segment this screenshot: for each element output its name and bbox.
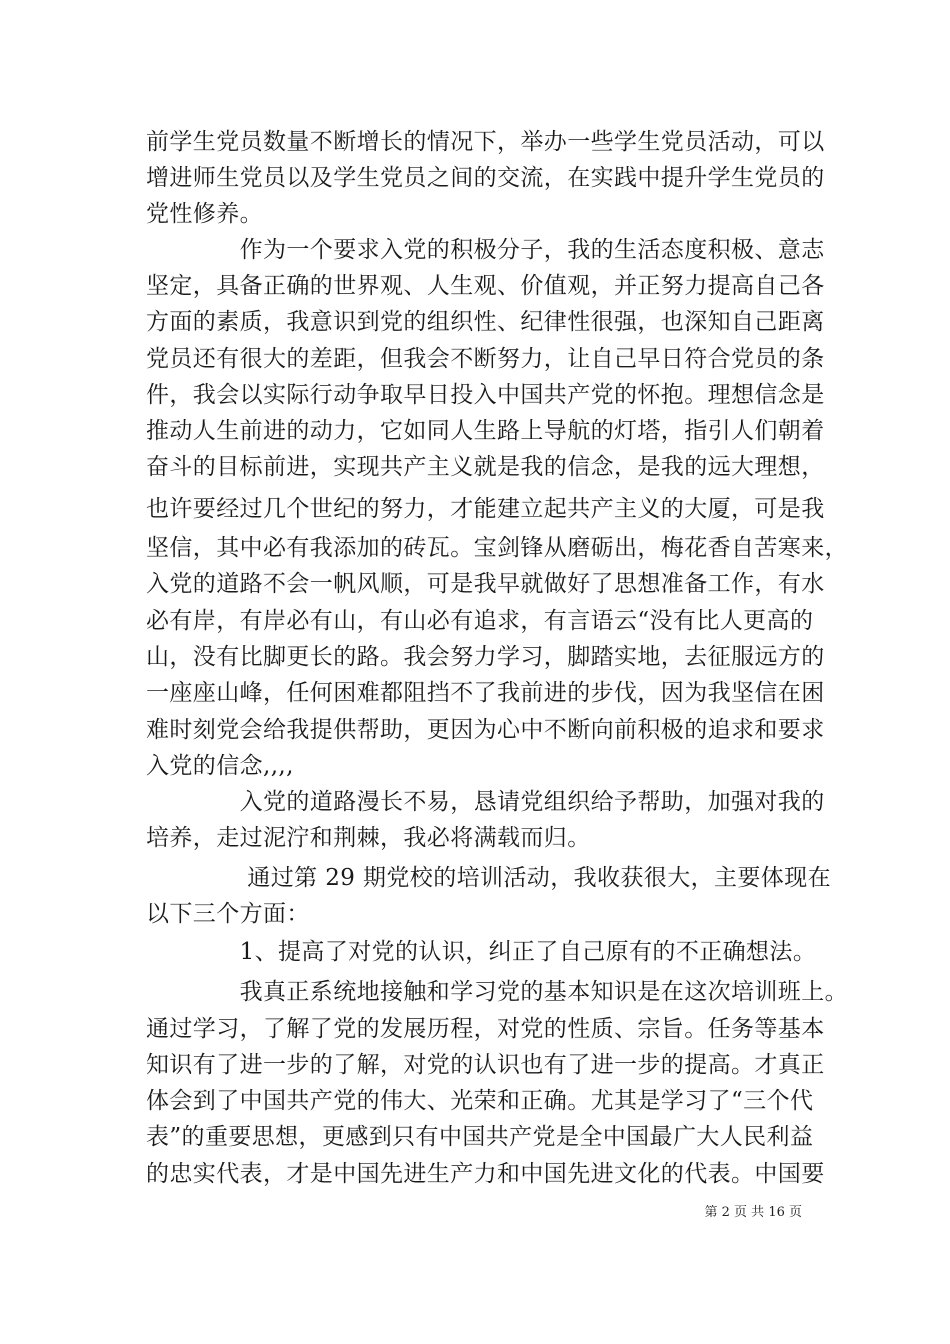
text-line: 入党的道路不会一帆风顺，可是我早就做好了思想准备工作，有水 xyxy=(146,571,825,597)
text-line: 一座座山峰，任何困难都阻挡不了我前进的步伐，因为我坚信在困 xyxy=(146,680,825,706)
text-line: 入党的道路漫长不易，恳请党组织给予帮助，加强对我的 xyxy=(146,789,825,815)
text-line: 培养，走过泥泞和荆棘，我必将满载而归。 xyxy=(146,825,591,851)
text-line: 推动人生前进的动力，它如同人生路上导航的灯塔，指引人们朝着 xyxy=(146,418,825,444)
text-line: 表”的重要思想，更感到只有中国共产党是全中国最广大人民利益 xyxy=(146,1124,814,1150)
text-line: 方面的素质，我意识到党的组织性、纪律性很强，也深知自己距离 xyxy=(146,309,825,335)
text-line: 增进师生党员以及学生党员之间的交流，在实践中提升学生党员的 xyxy=(146,165,825,191)
text-line: 奋斗的目标前进，实现共产主义就是我的信念，是我的远大理想， xyxy=(146,454,825,480)
page-number-footer: 第 2 页 共 16 页 xyxy=(704,1205,802,1220)
text-line: 前学生党员数量不断增长的情况下，举办一些学生党员活动，可以 xyxy=(146,129,825,155)
text-line: 我真正系统地接触和学习党的基本知识是在这次培训班上。 xyxy=(146,979,848,1005)
text-line: 必有岸，有岸必有山，有山必有追求，有言语云“没有比人更高的 xyxy=(146,608,814,634)
text-line: 党性修养。 xyxy=(146,201,263,227)
text-line: 也许要经过几个世纪的努力，才能建立起共产主义的大厦，可是我 xyxy=(146,496,825,522)
text-line: 山，没有比脚更长的路。我会努力学习，脚踏实地，去征服远方的 xyxy=(146,644,825,670)
text-line: 以下三个方面： xyxy=(146,901,310,927)
text-line: 知识有了进一步的了解，对党的认识也有了进一步的提高。才真正 xyxy=(146,1052,825,1078)
text-line: 坚定，具备正确的世界观、人生观、价值观，并正努力提高自己各 xyxy=(146,273,825,299)
text-line: 1、提高了对党的认识，纠正了自己原有的不正确想法。 xyxy=(146,939,817,965)
text-line: 党员还有很大的差距，但我会不断努力，让自己早日符合党员的条 xyxy=(146,346,825,372)
text-line: 入党的信念,,,, xyxy=(146,753,294,779)
text-line: 件，我会以实际行动争取早日投入中国共产党的怀抱。理想信念是 xyxy=(146,382,825,408)
text-line: 的忠实代表，才是中国先进生产力和中国先进文化的代表。中国要 xyxy=(146,1161,825,1187)
text-line: 通过学习，了解了党的发展历程，对党的性质、宗旨。任务等基本 xyxy=(146,1016,825,1042)
text-line: 难时刻党会给我提供帮助，更因为心中不断向前积极的追求和要求 xyxy=(146,717,825,743)
text-line: 体会到了中国共产党的伟大、光荣和正确。尤其是学习了“三个代 xyxy=(146,1088,814,1114)
text-line: 通过第 29 期党校的培训活动，我收获很大，主要体现在 xyxy=(146,865,831,891)
text-line: 坚信，其中必有我添加的砖瓦。宝剑锋从磨砺出，梅花香自苦寒来， xyxy=(146,535,848,561)
text-line: 作为一个要求入党的积极分子，我的生活态度积极、意志 xyxy=(146,237,825,263)
